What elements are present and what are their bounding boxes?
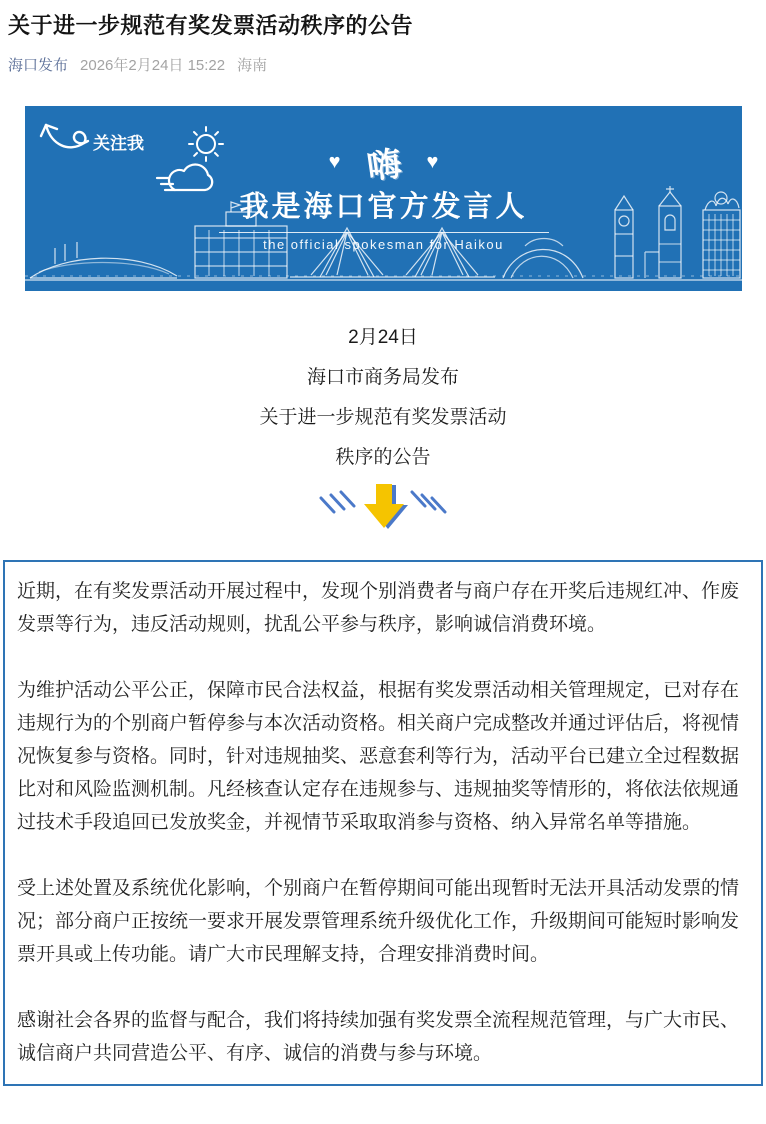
publish-location: 海南: [237, 57, 268, 74]
account-name-link[interactable]: 海口发布: [8, 57, 69, 74]
banner-subtitle: the official spokesman for Haikou: [263, 237, 504, 252]
page-title: 关于进一步规范有奖发票活动秩序的公告: [8, 13, 414, 38]
notice-box: [3, 560, 763, 1086]
publish-date: 2026年2月24日 15:22: [80, 57, 226, 74]
lead-line: 关于进一步规范有奖发票活动: [259, 407, 507, 428]
notice-paragraph: 近期，在有奖发票活动开展过程中，发现个别消费者与商户存在开奖后违规红冲、作废发票等行为，违反活动规则，扰乱公平参与秩序，影响诚信消费环境。: [17, 581, 740, 635]
notice-paragraph: 感谢社会各界的监督与配合，我们将持续加强有奖发票全流程规范管理，与广大市民、诚信商户共同营造公平、有序、诚信的消费与参与环境。: [17, 1010, 740, 1064]
notice-paragraph: 为维护活动公平公正，保障市民合法权益，根据有奖发票活动相关管理规定，已对存在违规行为的个别商户暂停参与本次活动资格。相关商户完成整改并通过评估后，将视情况恢复参与资格。同时，针对违规抽奖、恶意套利等行为，活动平台已建立全过程数据比对和风险监测机制。凡经核查认定存在违规参与、违规抽奖等情形的，将依法依规通过技术手段追回已发放奖金，并视情节采取取消参与资格、纳入异常名单等措施。: [17, 680, 740, 833]
heart-icon: ♥: [328, 151, 341, 173]
down-arrow-icon: [293, 480, 473, 534]
follow-label: 关注我: [93, 134, 144, 153]
city-skyline-art: [25, 186, 742, 291]
lead-line: 2月24日: [348, 327, 418, 348]
hi-label: 嗨: [364, 144, 404, 187]
notice-paragraph: 受上述处置及系统优化影响，个别商户在暂停期间可能出现暂时无法开具活动发票的情况；部分商户正按统一要求开展发票管理系统升级优化工作，升级期间可能短时影响发票开具或上传功能。请广大市民理解支持，合理安排消费时间。: [17, 878, 740, 965]
lead-line: 海口市商务局发布: [306, 367, 459, 388]
banner-title: 我是海口官方发言人: [239, 191, 528, 223]
heart-icon: ♥: [426, 151, 439, 173]
lead-line: 秩序的公告: [335, 447, 431, 468]
lead-text: [0, 318, 766, 478]
down-arrow-decoration: [0, 480, 766, 534]
byline: [0, 41, 766, 75]
banner-image[interactable]: [25, 106, 742, 291]
